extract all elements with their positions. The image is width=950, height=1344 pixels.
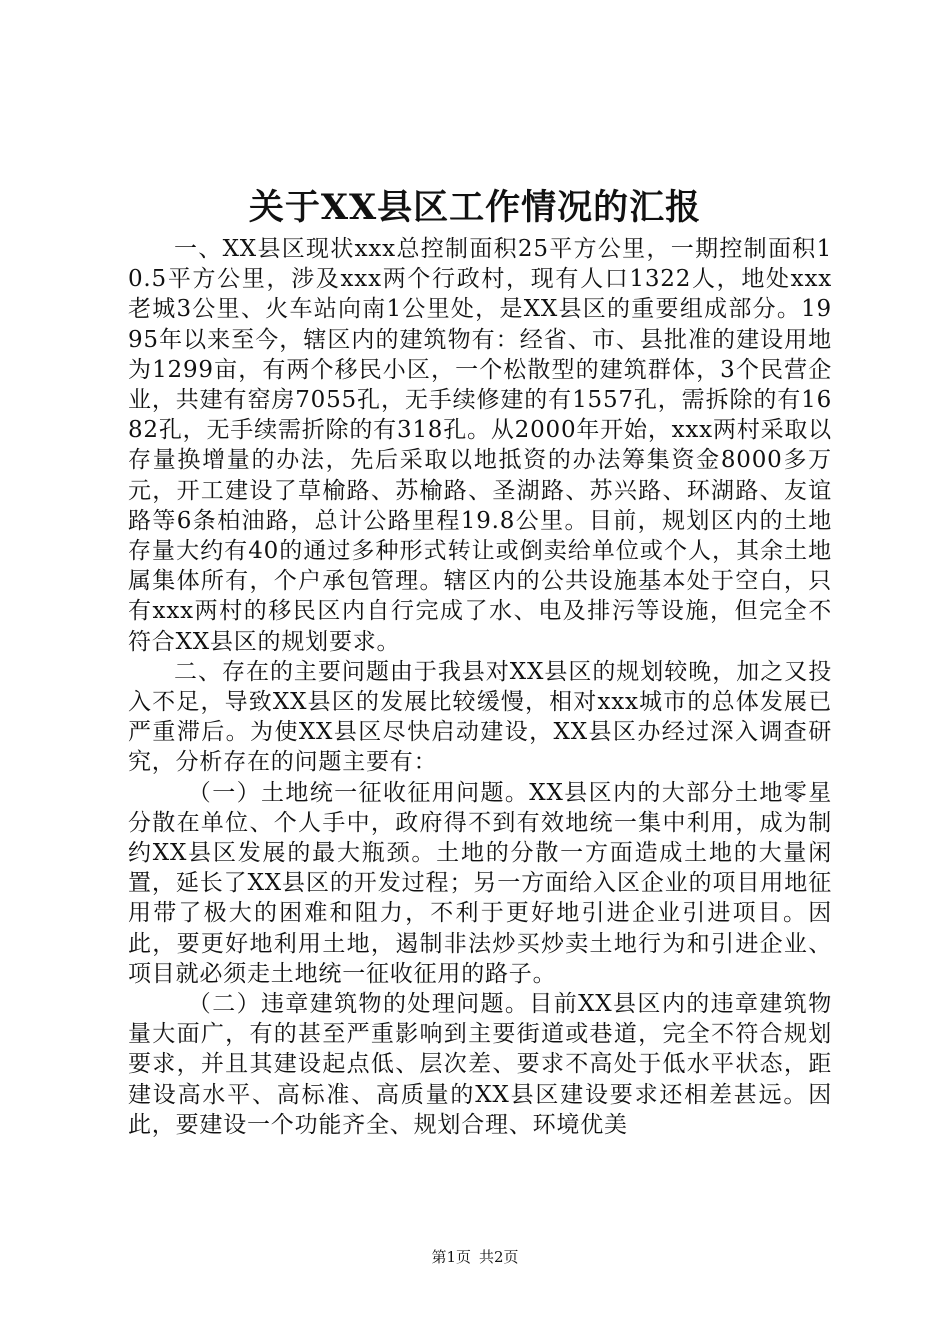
paragraph-status: 一、XX县区现状xxx总控制面积25平方公里，一期控制面积10.5平方公里，涉及xxx两个行政村，现有人口1322人，地处xxx老城3公里、火车站向南1公里处，是XX县区的重要组成部分。1995年以来至今，辖区内的建筑物有：经省、市、县批准的建设用地为1299亩，有两个移民小区，一个松散型的建筑群体，3个民营企业，共建有窑房7055孔，无手续修建的有1557孔，需拆除的有1682孔，无手续需折除的有318孔。从2000年开始，xxx两村采取以存量换增量的办法，先后采取以地抵资的办法筹集资金8000多万元，开工建设了草榆路、苏榆路、圣湖路、苏兴路、环湖路、友谊路等6条柏油路，总计公路里程19.8公里。目前，规划区内的土地存量大约有40的通过多种形式转让或倒卖给单位或个人，其余土地属集体所有，个户承包管理。辖区内的公共设施基本处于空白，只有xxx两村的移民区内自行完成了水、电及排污等设施，但完全不符合XX县区的规划要求。 (128, 236, 832, 655)
paragraph-illegal-buildings: （二）违章建筑物的处理问题。目前XX县区内的违章建筑物量大面广，有的甚至严重影响到主要街道或巷道，完全不符合规划要求，并且其建设起点低、层次差、要求不高处于低水平状态，距建设高水平、高标准、高质量的XX县区建设要求还相差甚远。因此，要建设一个功能齐全、规划合理、环境优美 (128, 991, 832, 1138)
paragraph-land-issue: （一）土地统一征收征用问题。XX县区内的大部分土地零星分散在单位、个人手中，政府得不到有效地统一集中利用，成为制约XX县区发展的最大瓶颈。土地的分散一方面造成土地的大量闲置，延长了XX县区的开发过程；另一方面给入区企业的项目用地征用带了极大的困难和阻力，不利于更好地引进企业引进项目。因此，要更好地利用土地，遏制非法炒买炒卖土地行为和引进企业、项目就必须走土地统一征收征用的路子。 (128, 779, 832, 987)
document-body (128, 234, 832, 1140)
page-number: 第1页 (431, 1248, 471, 1266)
document-title: 关于XX县区工作情况的汇报 (248, 187, 702, 228)
paragraph-problems: 二、存在的主要问题由于我县对XX县区的规划较晚，加之又投入不足，导致XX县区的发展比较缓慢，相对xxx城市的总体发展已严重滞后。为使XX县区尽快启动建设，XX县区办经过深入调查研究，分析存在的问题主要有： (128, 658, 832, 776)
page-total: 共2页 (479, 1248, 519, 1266)
page-footer (0, 1247, 950, 1267)
